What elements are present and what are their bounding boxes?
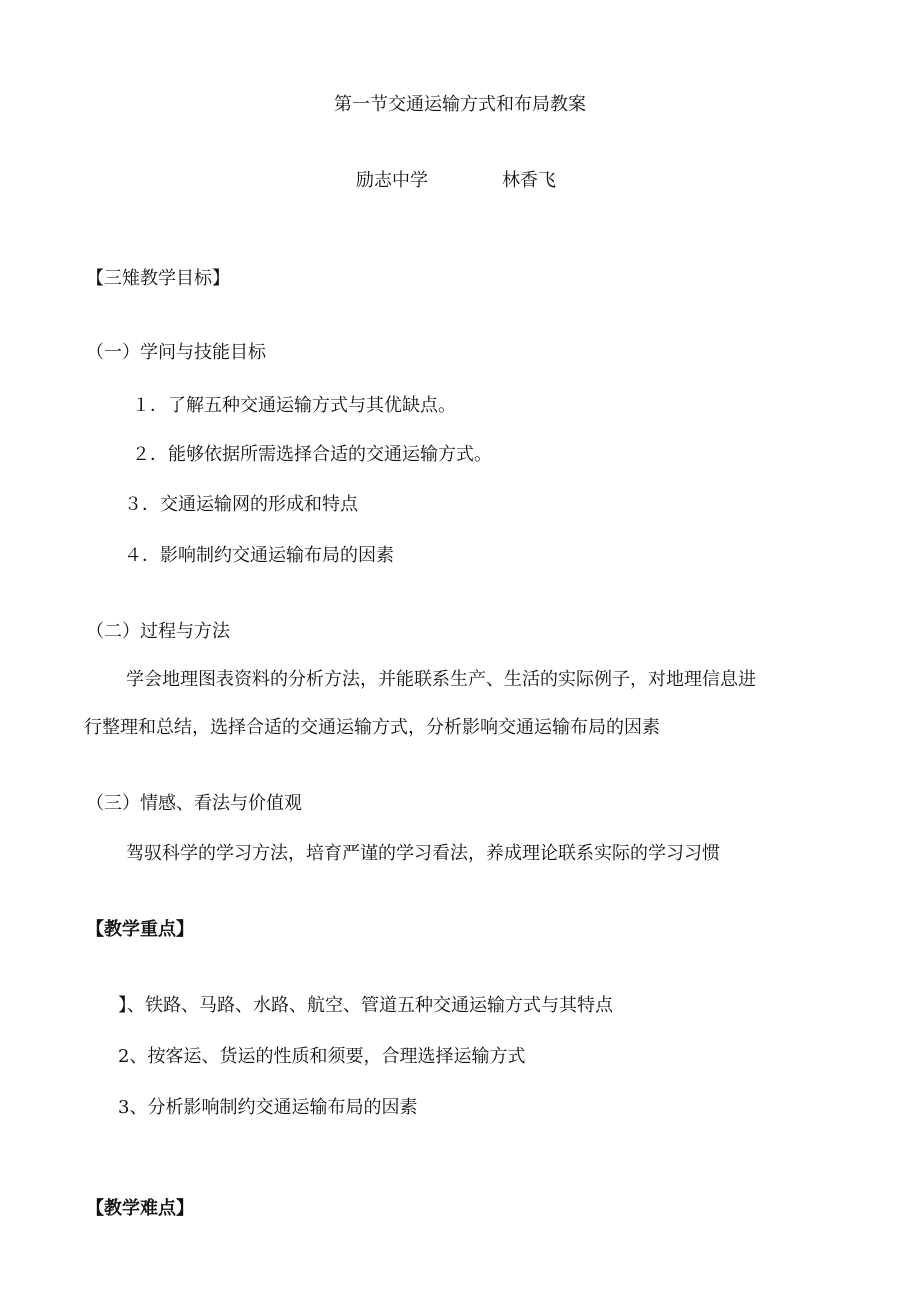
key-point-3: 3、分析影响制约交通运输布局的因素 [118, 1097, 418, 1118]
knowledge-item-3: ３．交通运输网的形成和特点 [124, 494, 358, 515]
knowledge-heading: （一）学问与技能目标 [86, 342, 266, 363]
document-title: 第一节交通运输方式和布局教案 [334, 94, 586, 115]
key-point-1: 】、铁路、马路、水路、航空、管道五种交通运输方式与其特点 [118, 995, 613, 1016]
emotion-heading: （三）情感、看法与价值观 [86, 793, 302, 814]
key-points-heading: 【教学重点】 [86, 919, 194, 940]
knowledge-item-4: ４．影响制约交通运输布局的因素 [124, 545, 394, 566]
goals-heading: 【三雉教学目标】 [86, 268, 230, 289]
knowledge-item-1: １．了解五种交通运输方式与其优缺点。 [132, 395, 456, 416]
process-paragraph-line1: 学会地理图表资料的分析方法，并能联系生产、生活的实际例子，对地理信息进 [126, 669, 756, 690]
author-school: 励志中学 [356, 170, 428, 191]
process-heading: （二）过程与方法 [86, 621, 230, 642]
key-point-2: 2、按客运、货运的性质和须要，合理选择运输方式 [118, 1046, 526, 1067]
difficulties-heading: 【教学难点】 [86, 1198, 194, 1219]
emotion-paragraph: 驾驭科学的学习方法，培育严谨的学习看法，养成理论联系实际的学习习惯 [126, 843, 720, 864]
author-name: 林香飞 [502, 170, 556, 191]
process-paragraph-line2: 行整理和总结，选择合适的交通运输方式，分析影响交通运输布局的因素 [84, 717, 660, 738]
knowledge-item-2: ２．能够依据所需选择合适的交通运输方式。 [132, 444, 492, 465]
